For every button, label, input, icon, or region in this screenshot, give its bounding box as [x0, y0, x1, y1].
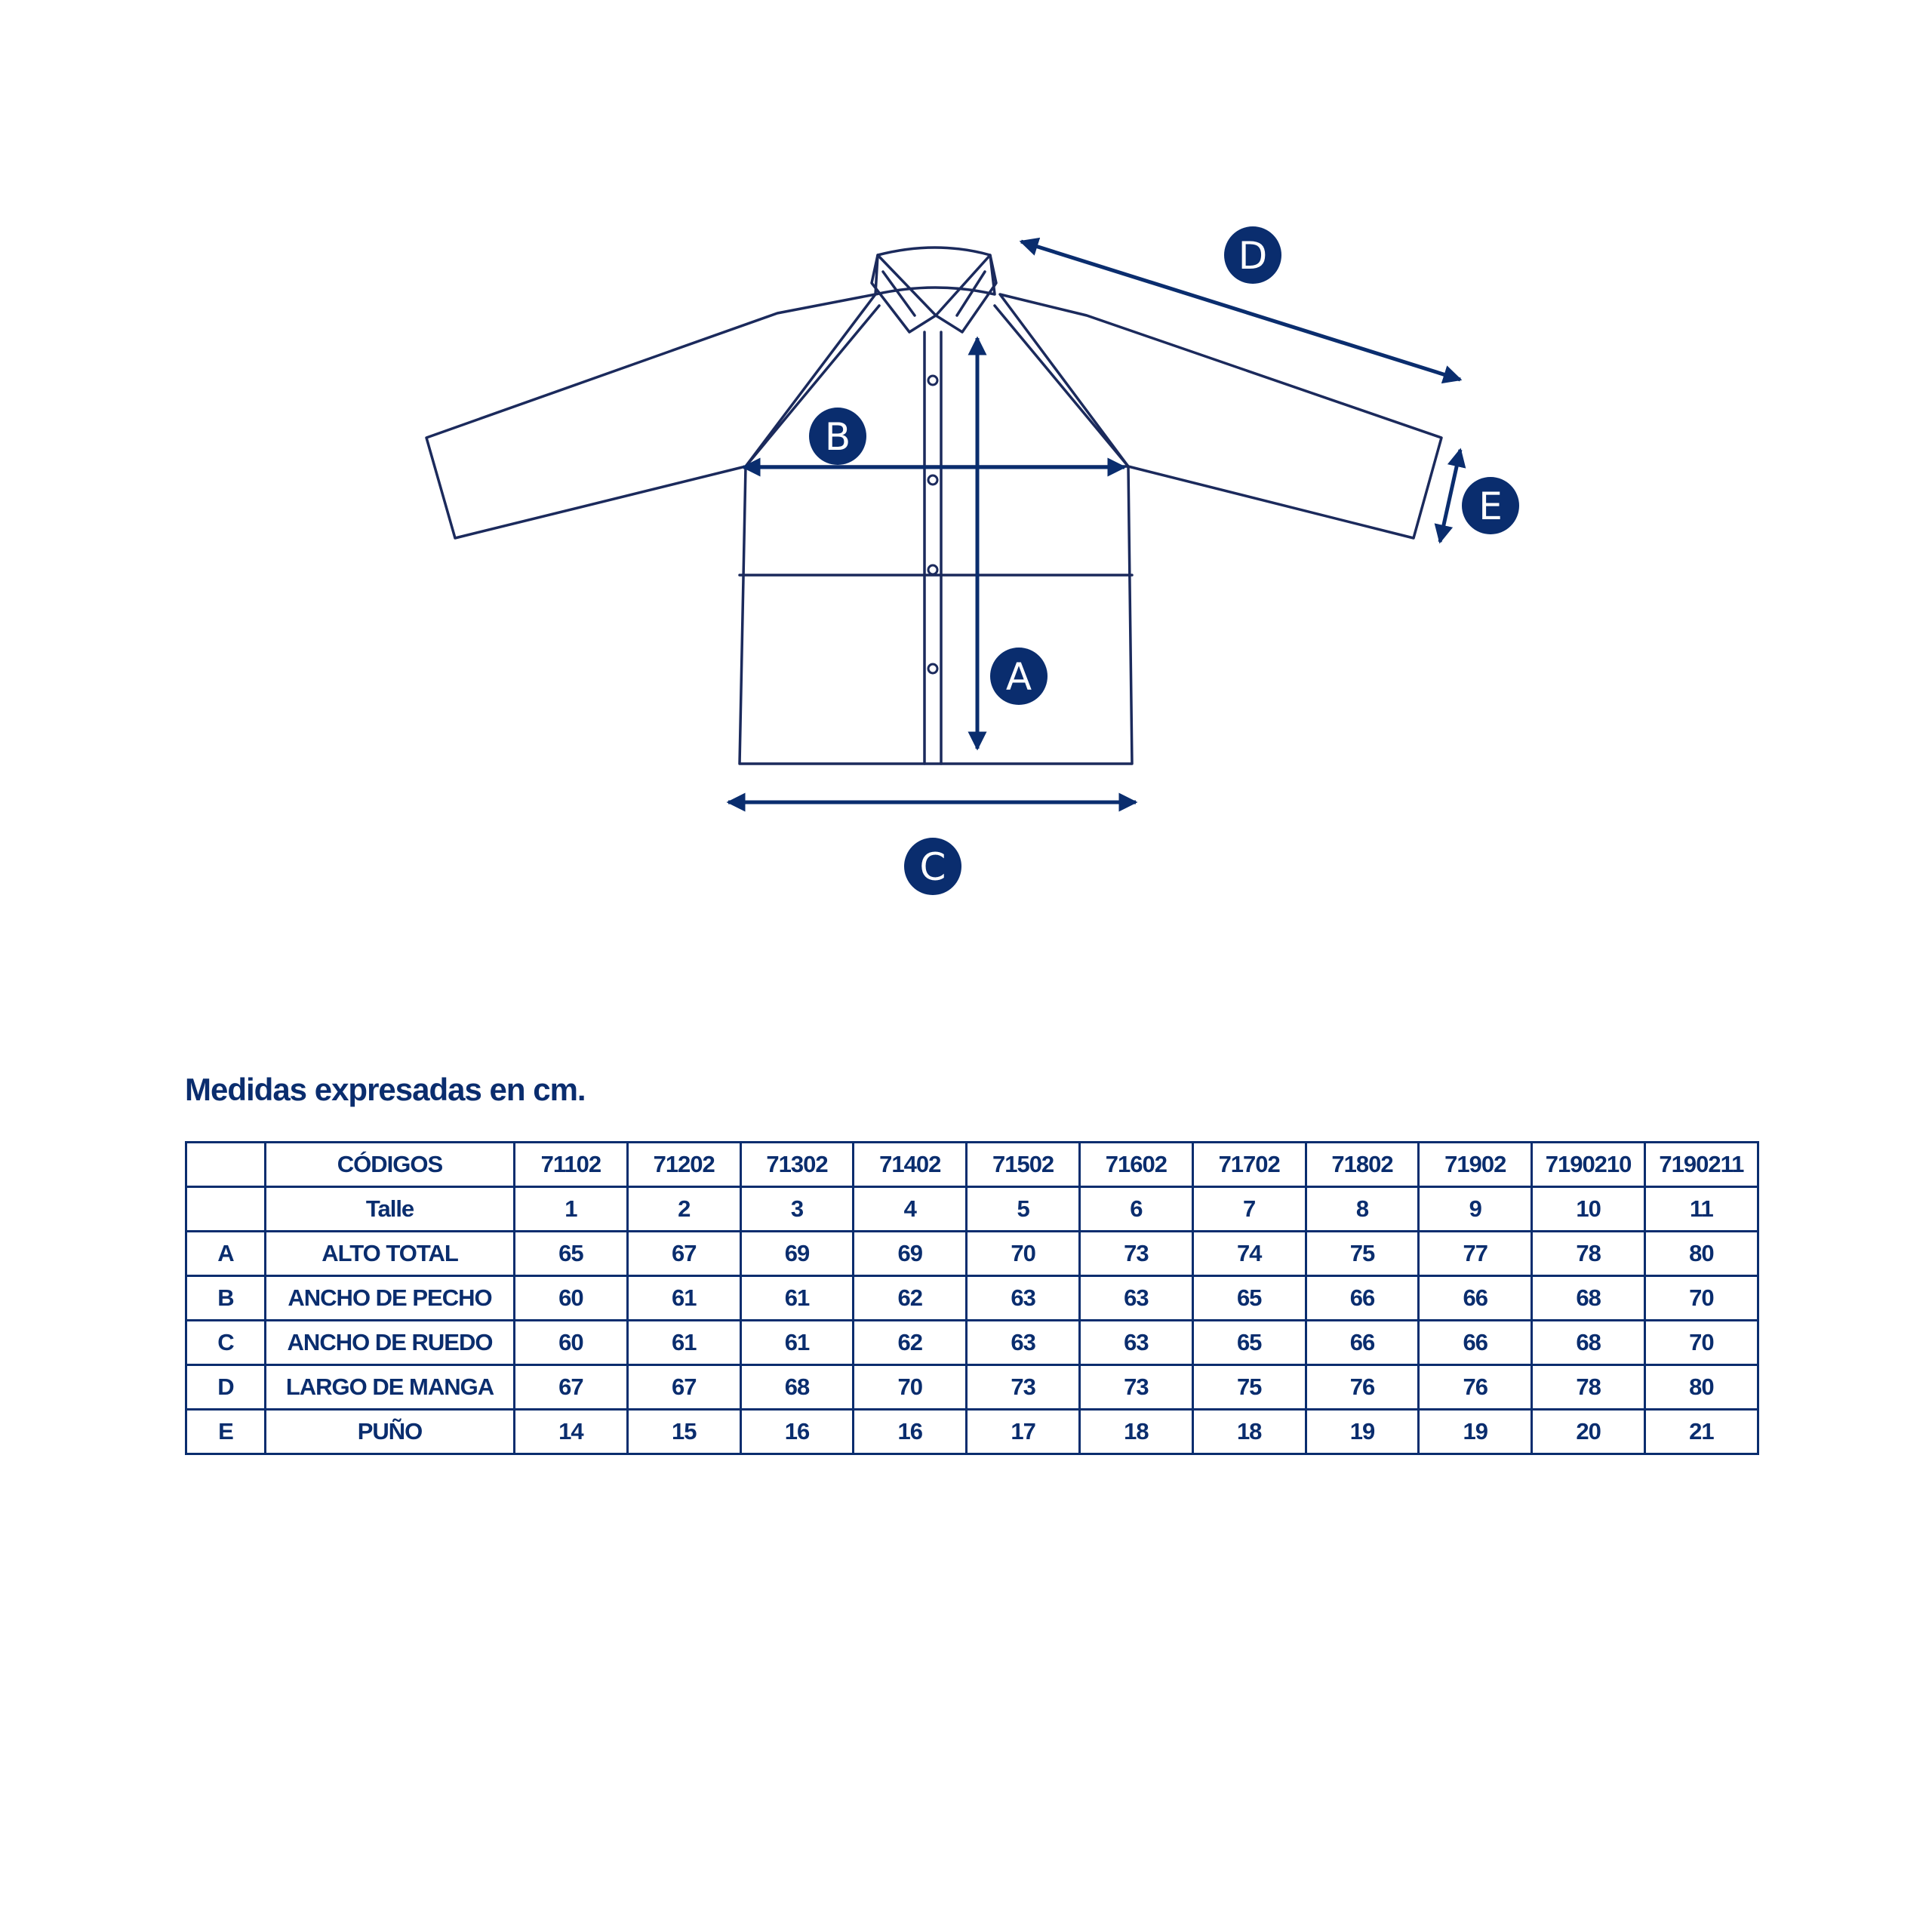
size-table	[185, 1141, 1759, 1455]
value-cell: 68	[1532, 1276, 1645, 1321]
value-cell: 69	[740, 1232, 854, 1276]
value-cell: 61	[740, 1321, 854, 1365]
size-cell: 9	[1419, 1187, 1532, 1232]
code-cell: 7190210	[1532, 1143, 1645, 1187]
button	[928, 565, 937, 574]
value-cell: 61	[627, 1276, 740, 1321]
value-cell: 70	[1644, 1321, 1758, 1365]
table-row	[186, 1276, 1758, 1321]
size-cell: 5	[967, 1187, 1080, 1232]
arrow-e	[1440, 450, 1460, 542]
value-cell: 80	[1644, 1365, 1758, 1410]
button	[928, 376, 937, 385]
code-cell: 71202	[627, 1143, 740, 1187]
row-name-cell: ANCHO DE PECHO	[266, 1276, 515, 1321]
row-letter-cell: E	[186, 1410, 266, 1454]
code-cell: 71602	[1079, 1143, 1192, 1187]
value-cell: 17	[967, 1410, 1080, 1454]
value-cell: 66	[1306, 1321, 1419, 1365]
value-cell: 16	[740, 1410, 854, 1454]
row-letter-cell	[186, 1143, 266, 1187]
value-cell: 65	[1192, 1276, 1306, 1321]
button	[928, 475, 937, 485]
value-cell: 19	[1306, 1410, 1419, 1454]
value-cell: 66	[1419, 1321, 1532, 1365]
table-row	[186, 1232, 1758, 1276]
value-cell: 75	[1192, 1365, 1306, 1410]
value-cell: 69	[854, 1232, 967, 1276]
value-cell: 67	[627, 1232, 740, 1276]
value-cell: 73	[1079, 1365, 1192, 1410]
size-cell: 7	[1192, 1187, 1306, 1232]
value-cell: 62	[854, 1321, 967, 1365]
label-b-text: B	[824, 415, 851, 459]
label-a	[990, 648, 1048, 705]
value-cell: 66	[1419, 1276, 1532, 1321]
table-header-row	[186, 1143, 1758, 1187]
code-cell: 7190211	[1644, 1143, 1758, 1187]
label-c-text: C	[919, 845, 946, 889]
size-cell: 6	[1079, 1187, 1192, 1232]
table-size-row	[186, 1187, 1758, 1232]
row-name-cell: Talle	[266, 1187, 515, 1232]
value-cell: 67	[515, 1365, 628, 1410]
value-cell: 76	[1306, 1365, 1419, 1410]
size-cell: 8	[1306, 1187, 1419, 1232]
value-cell: 67	[627, 1365, 740, 1410]
value-cell: 73	[967, 1365, 1080, 1410]
table-row	[186, 1365, 1758, 1410]
label-b	[809, 408, 866, 465]
size-cell: 11	[1644, 1187, 1758, 1232]
value-cell: 70	[967, 1232, 1080, 1276]
row-name-cell: CÓDIGOS	[266, 1143, 515, 1187]
row-letter-cell: C	[186, 1321, 266, 1365]
collar-left	[872, 255, 936, 332]
value-cell: 14	[515, 1410, 628, 1454]
value-cell: 66	[1306, 1276, 1419, 1321]
right-sleeve	[1000, 294, 1441, 538]
buttons	[928, 376, 937, 673]
value-cell: 63	[967, 1321, 1080, 1365]
value-cell: 73	[1079, 1232, 1192, 1276]
value-cell: 68	[1532, 1321, 1645, 1365]
size-cell: 4	[854, 1187, 967, 1232]
value-cell: 68	[740, 1365, 854, 1410]
value-cell: 77	[1419, 1232, 1532, 1276]
value-cell: 21	[1644, 1410, 1758, 1454]
table-title: Medidas expresadas en cm.	[185, 1072, 586, 1107]
value-cell: 80	[1644, 1232, 1758, 1276]
row-name-cell: LARGO DE MANGA	[266, 1365, 515, 1410]
value-cell: 65	[515, 1232, 628, 1276]
label-d	[1224, 226, 1281, 284]
value-cell: 74	[1192, 1232, 1306, 1276]
value-cell: 65	[1192, 1321, 1306, 1365]
size-cell: 1	[515, 1187, 628, 1232]
row-name-cell: ANCHO DE RUEDO	[266, 1321, 515, 1365]
size-cell: 3	[740, 1187, 854, 1232]
value-cell: 18	[1079, 1410, 1192, 1454]
value-cell: 20	[1532, 1410, 1645, 1454]
label-c	[904, 838, 961, 895]
value-cell: 76	[1419, 1365, 1532, 1410]
row-letter-cell	[186, 1187, 266, 1232]
value-cell: 61	[627, 1321, 740, 1365]
row-name-cell: ALTO TOTAL	[266, 1232, 515, 1276]
code-cell: 71702	[1192, 1143, 1306, 1187]
button	[928, 664, 937, 673]
code-cell: 71502	[967, 1143, 1080, 1187]
value-cell: 60	[515, 1276, 628, 1321]
value-cell: 19	[1419, 1410, 1532, 1454]
value-cell: 16	[854, 1410, 967, 1454]
value-cell: 78	[1532, 1365, 1645, 1410]
value-cell: 18	[1192, 1410, 1306, 1454]
label-e	[1462, 477, 1519, 534]
label-e-text: E	[1478, 485, 1503, 528]
row-letter-cell: D	[186, 1365, 266, 1410]
code-cell: 71402	[854, 1143, 967, 1187]
value-cell: 63	[1079, 1276, 1192, 1321]
code-cell: 71302	[740, 1143, 854, 1187]
value-cell: 63	[967, 1276, 1080, 1321]
value-cell: 61	[740, 1276, 854, 1321]
table-row	[186, 1321, 1758, 1365]
size-cell: 2	[627, 1187, 740, 1232]
label-d-text: D	[1238, 234, 1268, 278]
row-letter-cell: A	[186, 1232, 266, 1276]
value-cell: 78	[1532, 1232, 1645, 1276]
value-cell: 62	[854, 1276, 967, 1321]
row-letter-cell: B	[186, 1276, 266, 1321]
placket	[924, 332, 941, 764]
code-cell: 71102	[515, 1143, 628, 1187]
left-sleeve	[426, 294, 875, 538]
value-cell: 15	[627, 1410, 740, 1454]
jacket-body	[740, 466, 1132, 764]
value-cell: 60	[515, 1321, 628, 1365]
row-name-cell: PUÑO	[266, 1410, 515, 1454]
value-cell: 70	[854, 1365, 967, 1410]
size-cell: 10	[1532, 1187, 1645, 1232]
value-cell: 70	[1644, 1276, 1758, 1321]
table-row	[186, 1410, 1758, 1454]
value-cell: 75	[1306, 1232, 1419, 1276]
code-cell: 71802	[1306, 1143, 1419, 1187]
right-raglan-seam	[995, 306, 1128, 466]
value-cell: 63	[1079, 1321, 1192, 1365]
table-body	[186, 1143, 1758, 1454]
code-cell: 71902	[1419, 1143, 1532, 1187]
label-a-text: A	[1005, 655, 1032, 699]
